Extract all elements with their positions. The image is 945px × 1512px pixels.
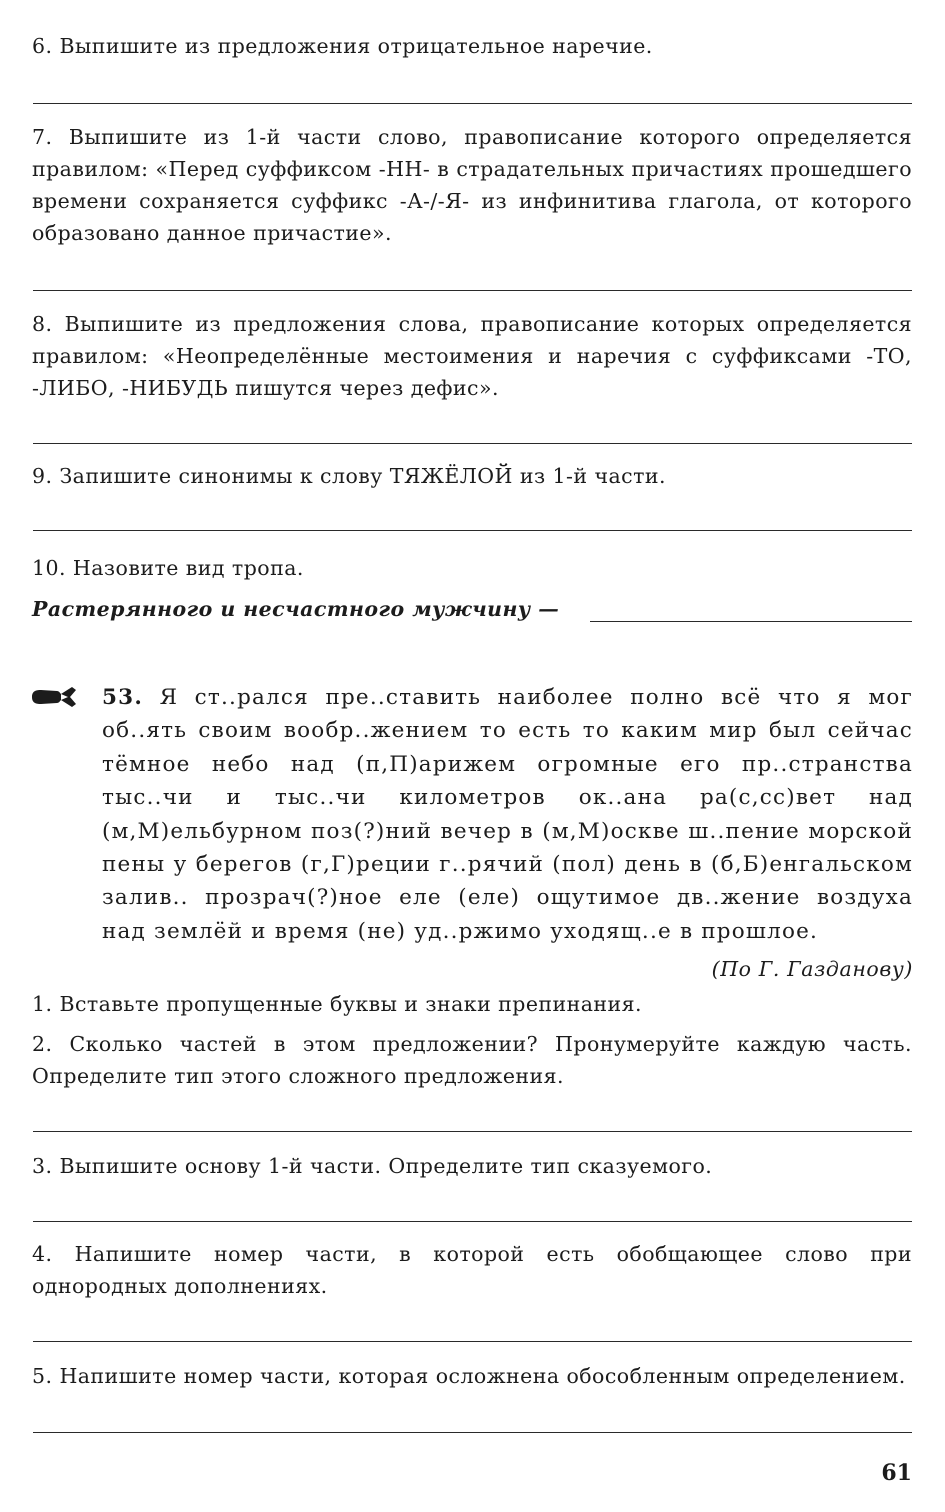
answer-line[interactable] bbox=[33, 443, 912, 444]
task-number: 1. bbox=[32, 992, 53, 1016]
answer-line[interactable] bbox=[33, 1432, 912, 1433]
task-number: 7. bbox=[32, 125, 53, 149]
exercise-number: 53. bbox=[102, 685, 144, 710]
exercise-text: Я ст..рался пре..ставить наиболее полно всё что я мог об..ять своим вообр..жением то есть то каким мир был сейчас тёмное небо над (п,П)арижем огромные его пр..странства тыс..чи и тыс..чи километров ок..ана ра(с,сс)вет над (м,М)ельбурном поз(?)ний вечер в (м,М)оскве ш..пение морской пены у берегов (г,Г)реции г..рячий (пол) день в (б,Б)енгальском залив.. прозрач(?)ное еле (еле) ощутимое дв..жение воздуха над землёй и время (не) уд..ржимо уходящ..е в прошлое. bbox=[102, 685, 914, 944]
task-b2 bbox=[32, 1028, 912, 1092]
task-9 bbox=[32, 460, 912, 492]
task-number: 3. bbox=[32, 1154, 53, 1178]
task-number: 9. bbox=[32, 464, 53, 488]
task-number: 4. bbox=[32, 1242, 53, 1266]
answer-line[interactable] bbox=[33, 1131, 912, 1132]
task-text: Сколько частей в этом предложении? Пронумеруйте каждую часть. Определите тип этого сложного предложения. bbox=[32, 1032, 913, 1088]
task-text: Выпишите из предложения слова, правописание которых определяется правилом: «Неопределённые местоимения и наречия с суффиксами -ТО, -ЛИБО, -НИБУДЬ пишутся через дефис». bbox=[32, 312, 913, 400]
answer-line[interactable] bbox=[33, 103, 912, 104]
answer-line[interactable] bbox=[33, 1341, 912, 1342]
answer-line[interactable] bbox=[33, 290, 912, 291]
task-b5 bbox=[32, 1360, 912, 1392]
trope-answer-line[interactable] bbox=[590, 621, 912, 622]
page-number: 61 bbox=[881, 1460, 912, 1486]
trope-phrase: Растерянного и несчастного мужчину — bbox=[32, 597, 560, 621]
exercise-53 bbox=[102, 681, 913, 948]
task-number: 5. bbox=[32, 1364, 53, 1388]
answer-line[interactable] bbox=[33, 1221, 912, 1222]
task-text: Назовите вид тропа. bbox=[72, 556, 304, 580]
task-6 bbox=[32, 30, 912, 62]
task-text: Вставьте пропущенные буквы и знаки препинания. bbox=[59, 992, 643, 1016]
task-10 bbox=[32, 552, 912, 584]
task-number: 6. bbox=[32, 34, 53, 58]
task-number: 8. bbox=[32, 312, 53, 336]
pen-icon bbox=[30, 684, 78, 710]
task-b1 bbox=[32, 988, 912, 1020]
task-8 bbox=[32, 308, 912, 404]
attribution: (По Г. Газданову) bbox=[711, 957, 913, 981]
task-text: Напишите номер части, в которой есть обобщающее слово при однородных дополнениях. bbox=[32, 1242, 912, 1298]
task-text: Выпишите основу 1-й части. Определите тип сказуемого. bbox=[59, 1154, 713, 1178]
task-text: Выпишите из предложения отрицательное наречие. bbox=[59, 34, 653, 58]
task-number: 10. bbox=[32, 556, 66, 580]
task-number: 2. bbox=[32, 1032, 53, 1056]
task-7 bbox=[32, 121, 912, 249]
task-text: Напишите номер части, которая осложнена обособленным определением. bbox=[59, 1364, 906, 1388]
task-b4 bbox=[32, 1238, 912, 1302]
task-text: Выпишите из 1-й части слово, правописание которого определяется правилом: «Перед суффиксом -НН- в страдательных причастиях прошедшего времени сохраняется суффикс -А-/-Я- из инфинитива глагола, от которого образовано данное причастие». bbox=[32, 125, 912, 245]
task-b3 bbox=[32, 1150, 912, 1182]
task-text: Запишите синонимы к слову ТЯЖЁЛОЙ из 1-й части. bbox=[59, 464, 666, 488]
answer-line[interactable] bbox=[33, 530, 912, 531]
